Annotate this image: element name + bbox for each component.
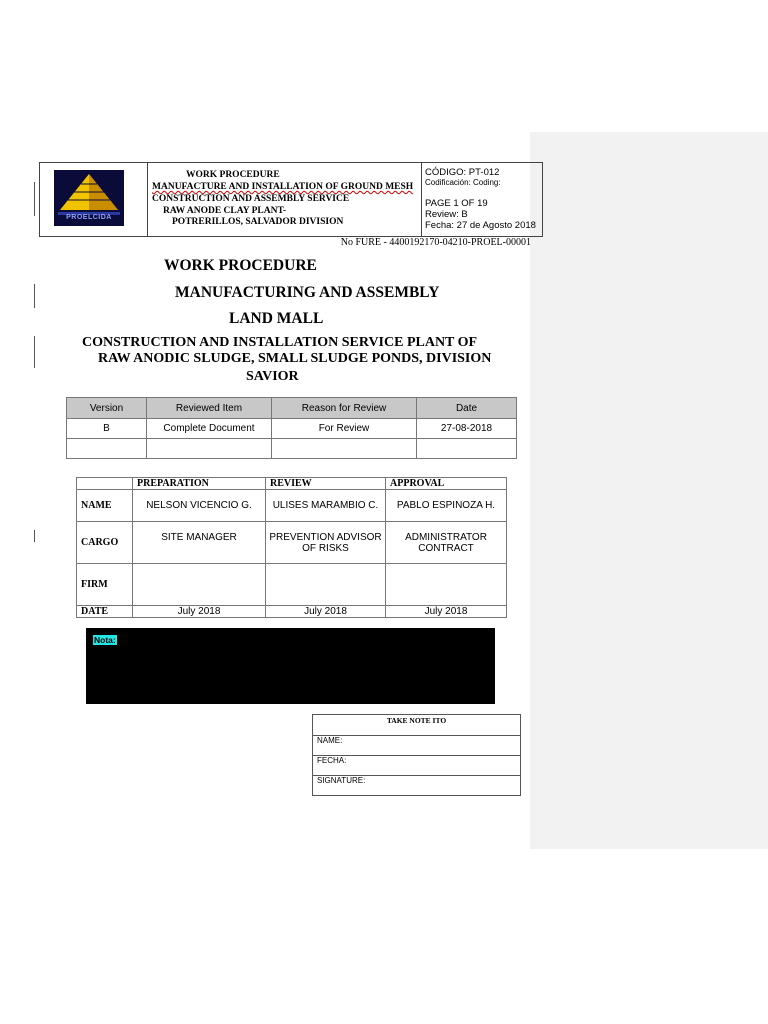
table-row (67, 419, 517, 439)
note-label: Nota: (94, 635, 116, 645)
ito-fecha-label: FECHA: (317, 756, 347, 765)
review-col-reason: Reason for Review (272, 398, 417, 419)
review-col-version: Version (67, 398, 147, 419)
document-header (39, 162, 543, 237)
table-cell (272, 439, 417, 459)
review-col-date: Date (417, 398, 517, 419)
header-title-line: WORK PROCEDURE (186, 170, 280, 180)
approval-cargo-label: CARGO (77, 522, 133, 564)
change-bar (34, 182, 35, 216)
table-cell: Complete Document (147, 419, 272, 439)
ito-fecha-row (313, 755, 520, 775)
document-review: Review: B (425, 209, 468, 220)
title-work-procedure: WORK PROCEDURE (164, 257, 317, 274)
approval-name-review: ULISES MARAMBIO C. (266, 490, 386, 522)
title-land-mall: LAND MALL (229, 310, 324, 327)
ito-title: TAKE NOTE ITO (386, 716, 447, 725)
document-page: PAGE 1 OF 19 (425, 198, 488, 209)
header-title-line: POTRERILLOS, SALVADOR DIVISION (172, 217, 344, 227)
title-raw-anodic: RAW ANODIC SLUDGE, SMALL SLUDGE PONDS, DIVISION (98, 351, 492, 366)
ito-name-label: NAME: (317, 736, 343, 745)
approval-firm-preparation (133, 564, 266, 606)
approval-firm-approval (386, 564, 507, 606)
approval-corner (77, 478, 133, 490)
review-table (66, 397, 517, 459)
document-coding: Codificación: Coding: (425, 178, 501, 187)
approval-cargo-preparation: SITE MANAGER (133, 522, 266, 564)
approval-date-label: DATE (77, 606, 133, 618)
ito-name-row (313, 735, 520, 755)
title-manufacturing: MANUFACTURING AND ASSEMBLY (175, 284, 440, 301)
review-col-item: Reviewed Item (147, 398, 272, 419)
ito-box (312, 714, 521, 796)
approval-date-preparation: July 2018 (133, 606, 266, 618)
table-cell (67, 439, 147, 459)
table-cell: 27-08-2018 (417, 419, 517, 439)
approval-table (76, 477, 507, 618)
ito-signature-label: SIGNATURE: (317, 776, 366, 785)
approval-name-row (77, 490, 507, 522)
document-code: CÓDIGO: PT-012 (425, 167, 500, 178)
approval-name-label: NAME (77, 490, 133, 522)
logo-text: PROELCIDA (66, 214, 112, 221)
header-code-cell (422, 163, 543, 236)
header-title-line: RAW ANODE CLAY PLANT- (163, 206, 287, 216)
approval-cargo-row (77, 522, 507, 564)
approval-header-row (77, 478, 507, 490)
comment-pane (530, 132, 768, 849)
table-cell: B (67, 419, 147, 439)
change-bar (34, 530, 35, 542)
approval-name-approval: PABLO ESPINOZA H. (386, 490, 507, 522)
change-bar (34, 336, 35, 368)
fure-number: No FURE - 4400192170-04210-PROEL-00001 (340, 237, 531, 248)
approval-col-review: REVIEW (266, 478, 386, 490)
approval-cargo-review: PREVENTION ADVISOR OF RISKS (266, 522, 386, 564)
header-title-line: MANUFACTURE AND INSTALLATION OF GROUND MESH (152, 182, 414, 192)
approval-cargo-approval: ADMINISTRATOR CONTRACT (386, 522, 507, 564)
company-logo (54, 170, 124, 226)
header-title-line: CONSTRUCTION AND ASSEMBLY SERVICE (152, 194, 350, 204)
approval-col-approval: APPROVAL (386, 478, 507, 490)
review-table-header (67, 398, 517, 419)
header-logo-cell (40, 163, 148, 236)
approval-date-row (77, 606, 507, 618)
table-cell (147, 439, 272, 459)
approval-date-approval: July 2018 (386, 606, 507, 618)
ito-signature-row (313, 775, 520, 795)
approval-firm-label: FIRM (77, 564, 133, 606)
table-row (67, 439, 517, 459)
approval-name-preparation: NELSON VICENCIO G. (133, 490, 266, 522)
approval-firm-row (77, 564, 507, 606)
approval-firm-review (266, 564, 386, 606)
note-box (86, 628, 495, 704)
approval-date-review: July 2018 (266, 606, 386, 618)
change-bar (34, 284, 35, 308)
document-date: Fecha: 27 de Agosto 2018 (425, 220, 536, 231)
title-savior: SAVIOR (246, 369, 299, 384)
table-cell: For Review (272, 419, 417, 439)
title-construction: CONSTRUCTION AND INSTALLATION SERVICE PLANT OF (82, 335, 478, 350)
table-cell (417, 439, 517, 459)
header-title-cell (148, 163, 422, 236)
approval-col-preparation: PREPARATION (133, 478, 266, 490)
